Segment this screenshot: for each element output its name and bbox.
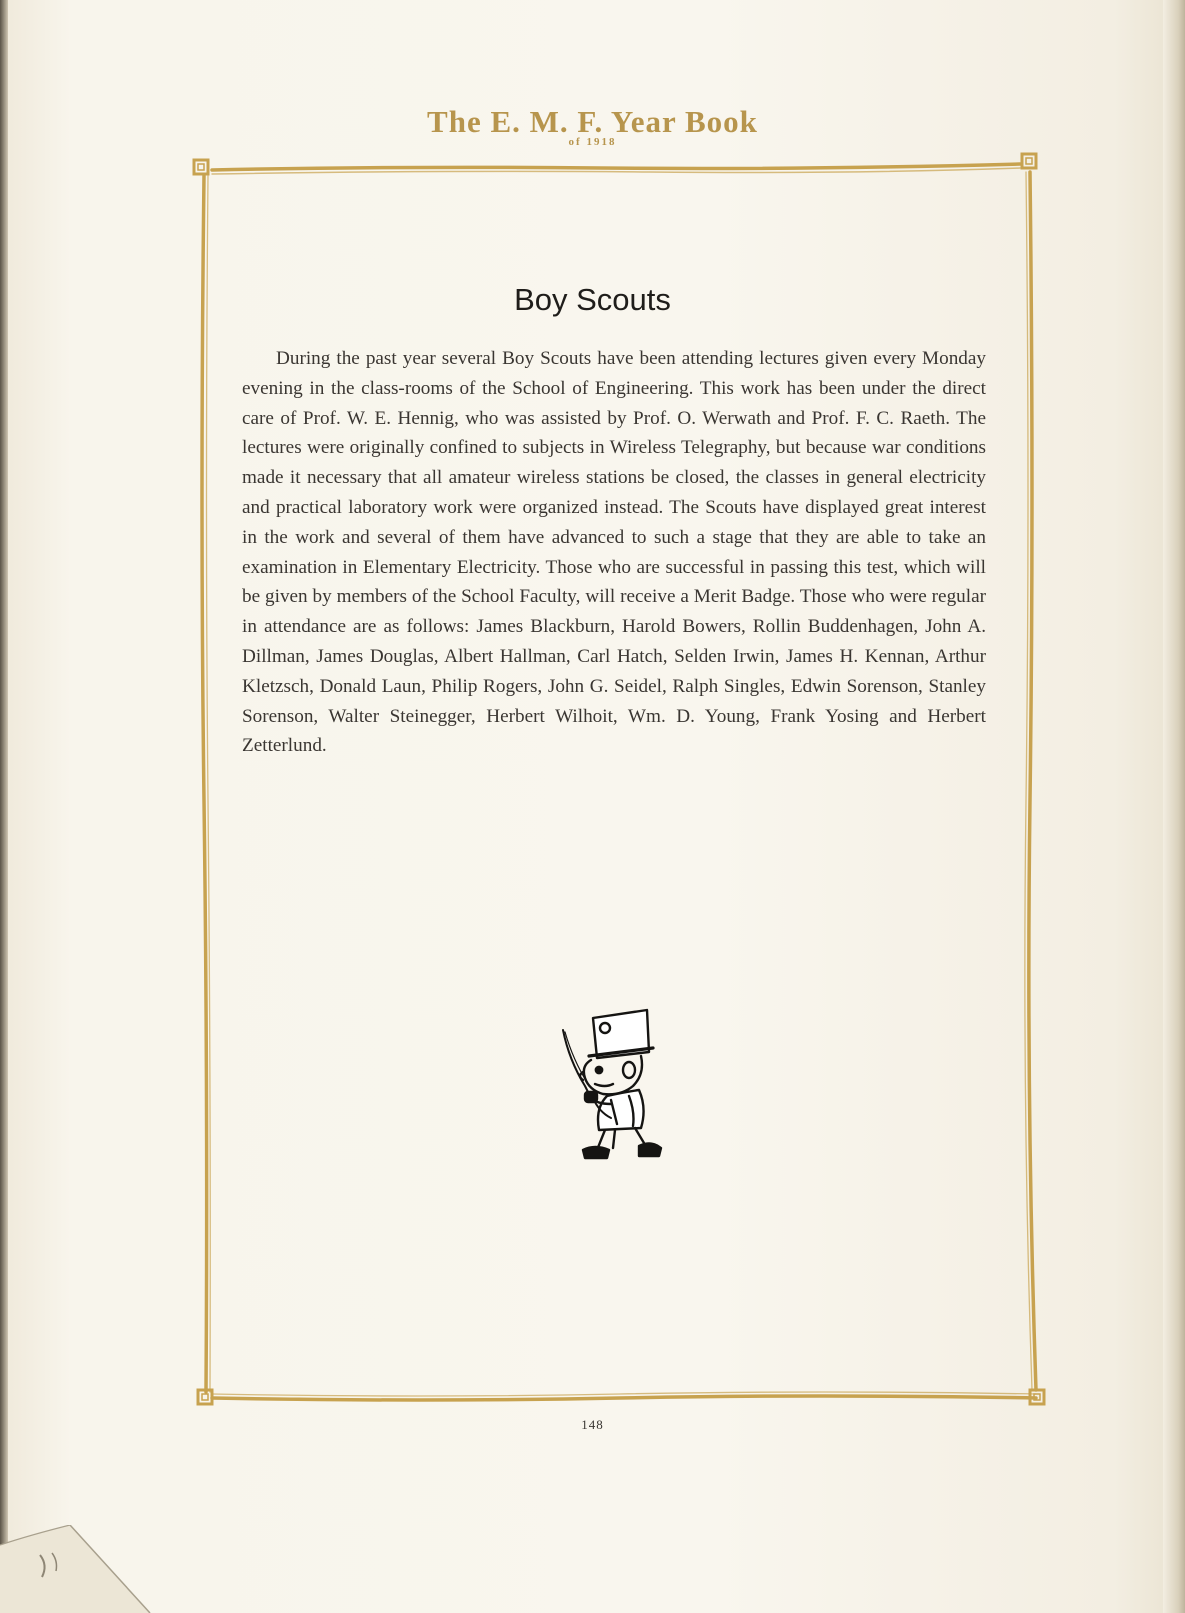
page-number: 148 [581, 1417, 604, 1432]
article-body: During the past year several Boy Scouts have been attending lectures given every Monday evening in the class-rooms of the School of Engineering. This work has been under the direct care of Prof. W. E. Hennig, who was assisted by Prof. O. Werwath and Prof. F. C. Raeth. The lectures were originally confined to subjects in Wireless Telegraphy, but because war conditions made it necessary that all amateur wireless stations be closed, the classes in general electricity and practical laboratory work were organized instead. The Scouts have displayed great interest in the work and several of them have advanced to such a stage that they are able to take an examination in Elementary Electricity. Those who are successful in passing this test, which will be given by members of the School Faculty, will receive a Merit Badge. Those who were regular in attendance are as follows: James Blackburn, Harold Bowers, Rollin Buddenhagen, John A. Dillman, James Douglas, Albert Hallman, Carl Hatch, Selden Irwin, James H. Kennan, Arthur Kletzsch, Donald Laun, Philip Rogers, John G. Seidel, Ralph Singles, Edwin Sorenson, Stanley Sorenson, Walter Steinegger, Herbert Wilhoit, Wm. D. Young, Frank Yosing and Herbert Zetterlund. [242, 348, 986, 757]
frame-corner-top-right [1022, 154, 1036, 168]
yearbook-year: of 1918 [568, 136, 617, 148]
frame-right-line [1029, 172, 1036, 1390]
section-title: Boy Scouts [514, 282, 671, 317]
frame-corner-top-left [194, 160, 208, 174]
torn-corner [0, 1525, 170, 1613]
frame-top-line [212, 164, 1020, 170]
frame-left-line [202, 176, 207, 1392]
frame-bottom-line [212, 1396, 1036, 1400]
scout-with-sword-icon [555, 1000, 675, 1165]
yearbook-title: The E. M. F. Year Book [427, 104, 758, 139]
